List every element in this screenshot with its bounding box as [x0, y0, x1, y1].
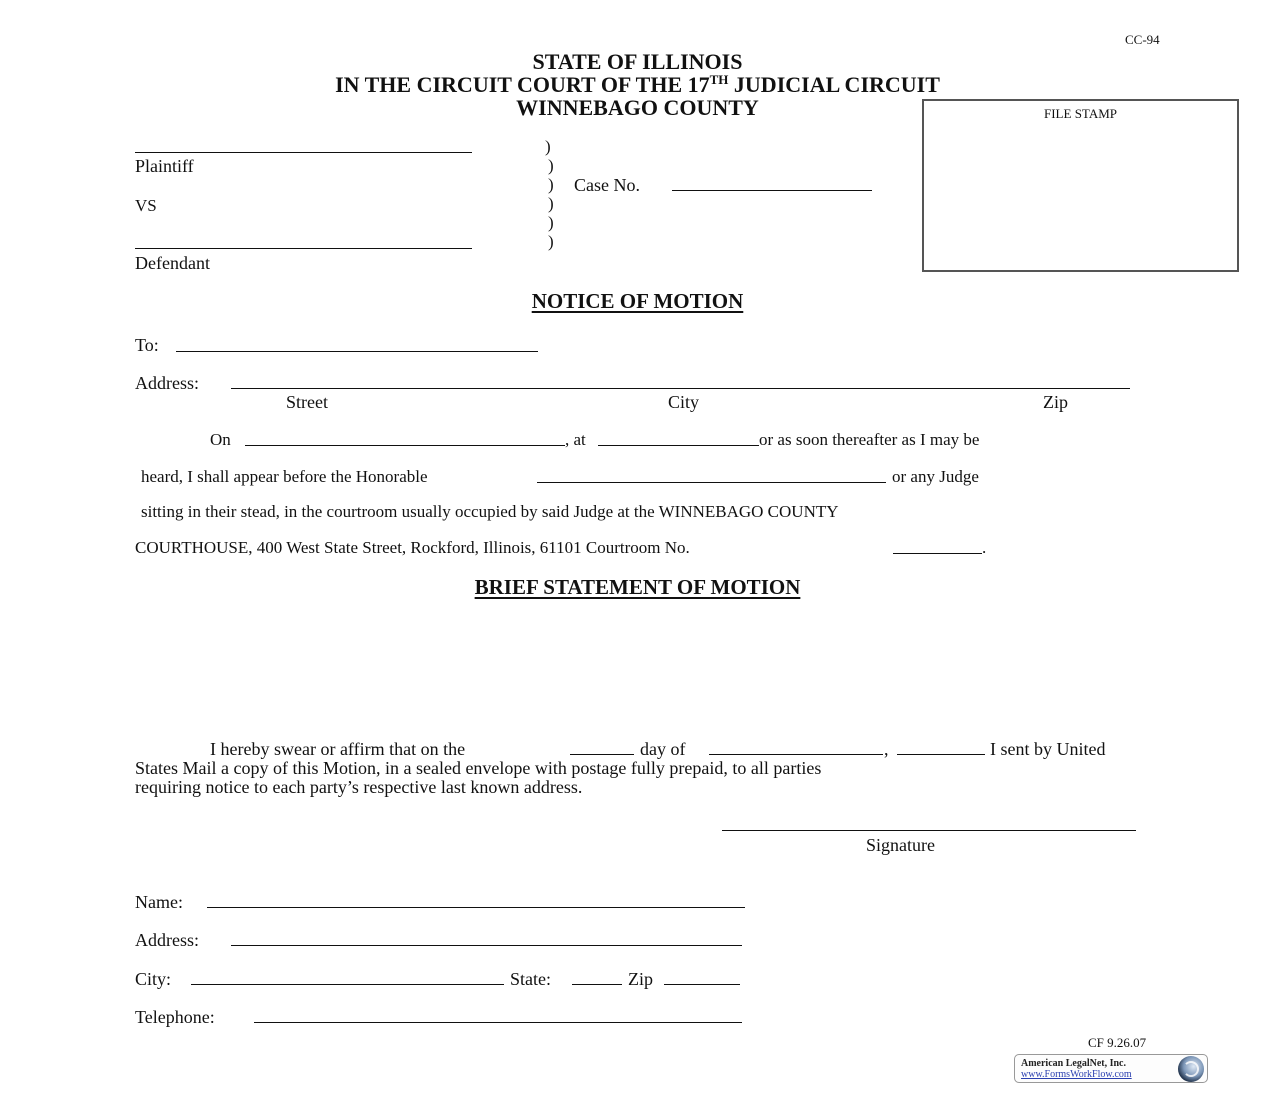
filer-city-field[interactable] — [191, 984, 504, 985]
defendant-field[interactable] — [135, 248, 472, 249]
affirmation-post: I sent by United — [990, 739, 1106, 759]
filer-telephone-label: Telephone: — [135, 1007, 215, 1027]
affirmation-line3: requiring notice to each party’s respective last known address. — [135, 777, 583, 797]
para-line3: sitting in their stead, in the courtroom usually occupied by said Judge at the WINNEBAGO COUNTY — [141, 502, 839, 521]
signature-label: Signature — [866, 835, 935, 855]
para-line4-tail: . — [982, 538, 987, 557]
hearing-time-field[interactable] — [598, 445, 759, 446]
affirmation-day-field[interactable] — [570, 754, 634, 755]
para-line1-tail: or as soon thereafter as I may be — [759, 430, 980, 449]
courtroom-no-field[interactable] — [893, 553, 982, 554]
form-code: CC-94 — [1125, 32, 1160, 47]
affirmation-line2: States Mail a copy of this Motion, in a sealed envelope with postage fully prepaid, to all parties — [135, 758, 822, 778]
affirmation-year-field[interactable] — [897, 754, 985, 755]
para-line2-pre: heard, I shall appear before the Honorable — [141, 467, 428, 486]
caption-paren: ) — [548, 156, 554, 175]
caption-paren: ) — [545, 137, 551, 156]
filer-telephone-field[interactable] — [254, 1022, 742, 1023]
case-no-label: Case No. — [574, 175, 640, 195]
filer-address-label: Address: — [135, 930, 199, 950]
caption-paren: ) — [548, 232, 554, 251]
brief-title: BRIEF STATEMENT OF MOTION — [474, 575, 801, 599]
globe-logo-icon — [1178, 1056, 1204, 1082]
brief-statement-area[interactable] — [135, 612, 1135, 722]
para-line4-pre: COURTHOUSE, 400 West State Street, Rockford, Illinois, 61101 Courtroom No. — [135, 538, 690, 557]
badge-company-name: American LegalNet, Inc. — [1021, 1058, 1126, 1069]
badge-url-link[interactable]: www.FormsWorkFlow.com — [1021, 1069, 1132, 1080]
judge-name-field[interactable] — [537, 482, 886, 483]
filer-state-label: State: — [510, 969, 551, 989]
affirmation-pre: I hereby swear or affirm that on the — [210, 739, 466, 759]
header-county: WINNEBAGO COUNTY — [516, 95, 759, 120]
vs-label: VS — [135, 196, 157, 215]
signature-field[interactable] — [722, 830, 1136, 831]
caption-paren: ) — [548, 175, 554, 194]
caption-paren: ) — [548, 213, 554, 232]
to-label: To: — [135, 335, 159, 355]
case-no-field[interactable] — [672, 190, 872, 191]
affirmation-comma: , — [884, 739, 889, 759]
plaintiff-field[interactable] — [135, 152, 472, 153]
header-court-sup: TH — [709, 72, 729, 87]
hearing-date-field[interactable] — [245, 445, 565, 446]
to-field[interactable] — [176, 351, 538, 352]
file-stamp-label: FILE STAMP — [1044, 106, 1117, 121]
file-stamp-box — [922, 99, 1239, 272]
header-court-pre: IN THE CIRCUIT COURT OF THE 17 — [335, 72, 710, 97]
plaintiff-label: Plaintiff — [135, 156, 194, 176]
header-court — [0, 73, 1275, 96]
caption-paren: ) — [548, 194, 554, 213]
filer-zip-field[interactable] — [664, 984, 740, 985]
address-city-label: City — [668, 392, 700, 412]
affirmation-day-of: day of — [640, 739, 686, 759]
header-court-post: JUDICIAL CIRCUIT — [728, 72, 940, 97]
address-field[interactable] — [231, 388, 1130, 389]
address-label: Address: — [135, 373, 199, 393]
filer-address-field[interactable] — [231, 945, 742, 946]
form-revision: CF 9.26.07 — [1088, 1035, 1147, 1050]
at-label: , at — [565, 430, 586, 449]
filer-city-label: City: — [135, 969, 172, 989]
para-line2-tail: or any Judge — [892, 467, 979, 486]
notice-title: NOTICE OF MOTION — [531, 289, 744, 313]
american-legalnet-badge[interactable] — [1014, 1054, 1208, 1083]
address-zip-label: Zip — [1043, 392, 1068, 412]
filer-name-field[interactable] — [207, 907, 745, 908]
filer-zip-label: Zip — [628, 969, 653, 989]
on-label: On — [210, 430, 231, 449]
filer-name-label: Name: — [135, 892, 183, 912]
address-street-label: Street — [286, 392, 328, 412]
affirmation-month-field[interactable] — [709, 754, 883, 755]
defendant-label: Defendant — [135, 253, 210, 273]
filer-state-field[interactable] — [572, 984, 622, 985]
header-state: STATE OF ILLINOIS — [532, 49, 743, 74]
